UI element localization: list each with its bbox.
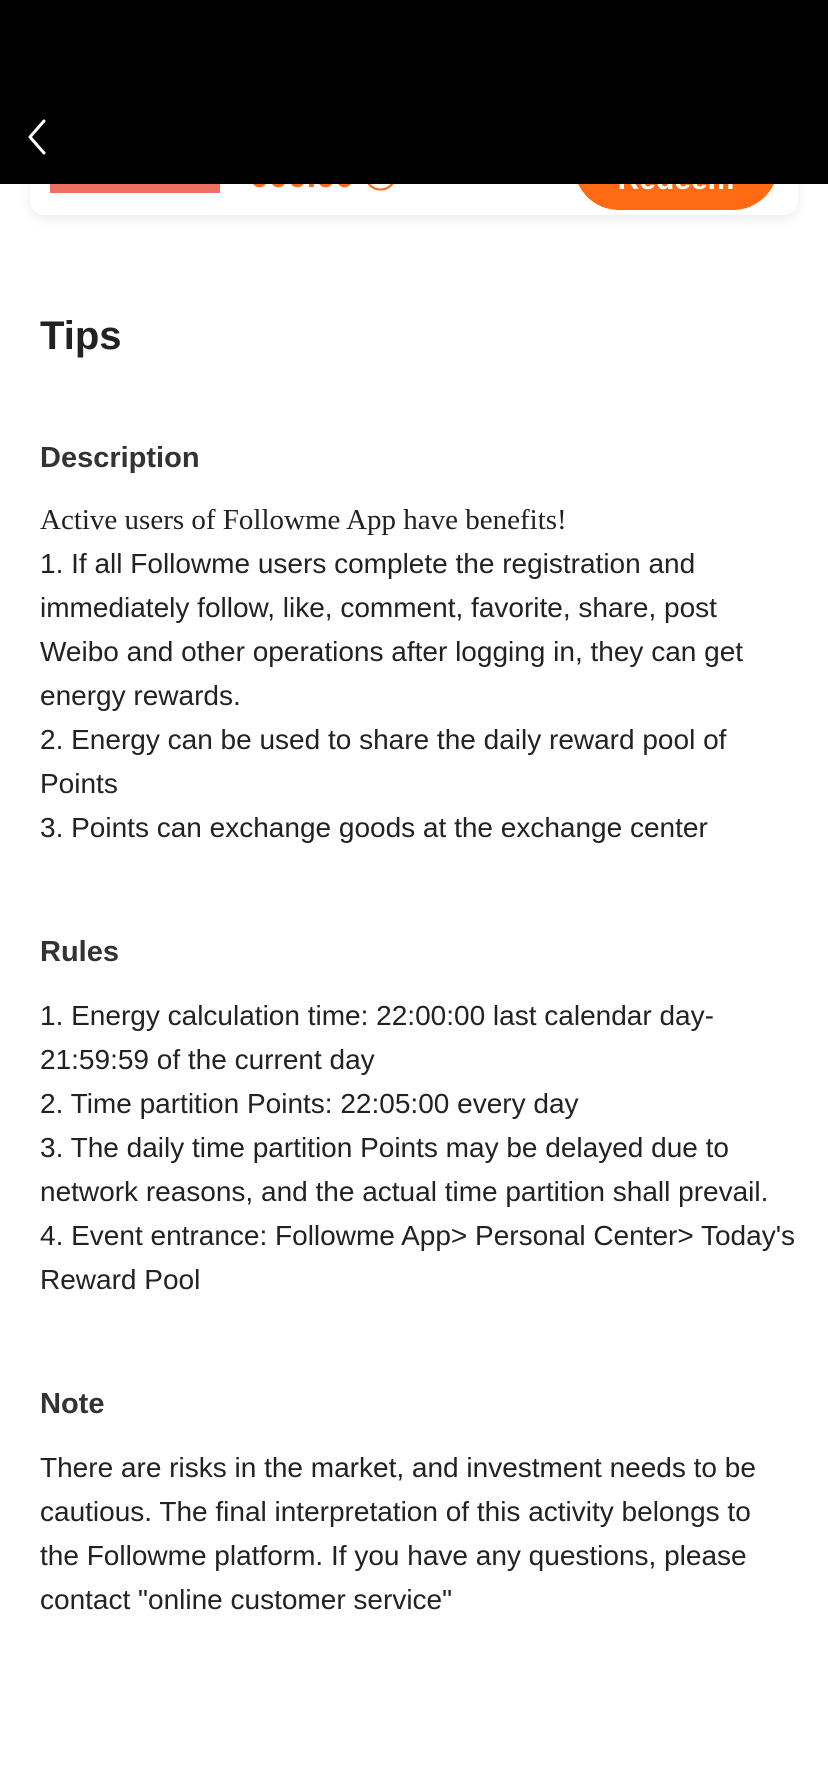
back-button[interactable]	[18, 112, 62, 162]
chevron-left-icon	[18, 112, 62, 162]
note-text: There are risks in the market, and investment needs to be cautious. The final interpretation of this activity belongs to the Followme platform. If you have any questions, please contact "online customer service"	[40, 1452, 756, 1615]
description-item: 3. Points can exchange goods at the exchange center	[40, 812, 708, 843]
description-item: 2. Energy can be used to share the daily reward pool of Points	[40, 724, 727, 799]
rule-item: 3. The daily time partition Points may be delayed due to network reasons, and the actual time partition shall prevail.	[40, 1132, 769, 1207]
note-heading: Note	[40, 1388, 105, 1420]
description-heading: Description	[40, 442, 200, 474]
rule-item: 2. Time partition Points: 22:05:00 every day	[40, 1088, 579, 1119]
description-intro: Active users of Followme App have benefits!	[40, 504, 567, 536]
page-title: Tips	[40, 314, 122, 358]
header-bar	[0, 0, 828, 184]
rules-heading: Rules	[40, 936, 119, 968]
rule-item: 1. Energy calculation time: 22:00:00 last calendar day-21:59:59 of the current day	[40, 1000, 714, 1075]
rule-item: 4. Event entrance: Followme App> Personal Center> Today's Reward Pool	[40, 1220, 796, 1295]
tips-content	[40, 300, 796, 1622]
description-item: 1. If all Followme users complete the registration and immediately follow, like, comment, favorite, share, post Weibo and other operations after logging in, they can get energy rewards.	[40, 548, 744, 711]
